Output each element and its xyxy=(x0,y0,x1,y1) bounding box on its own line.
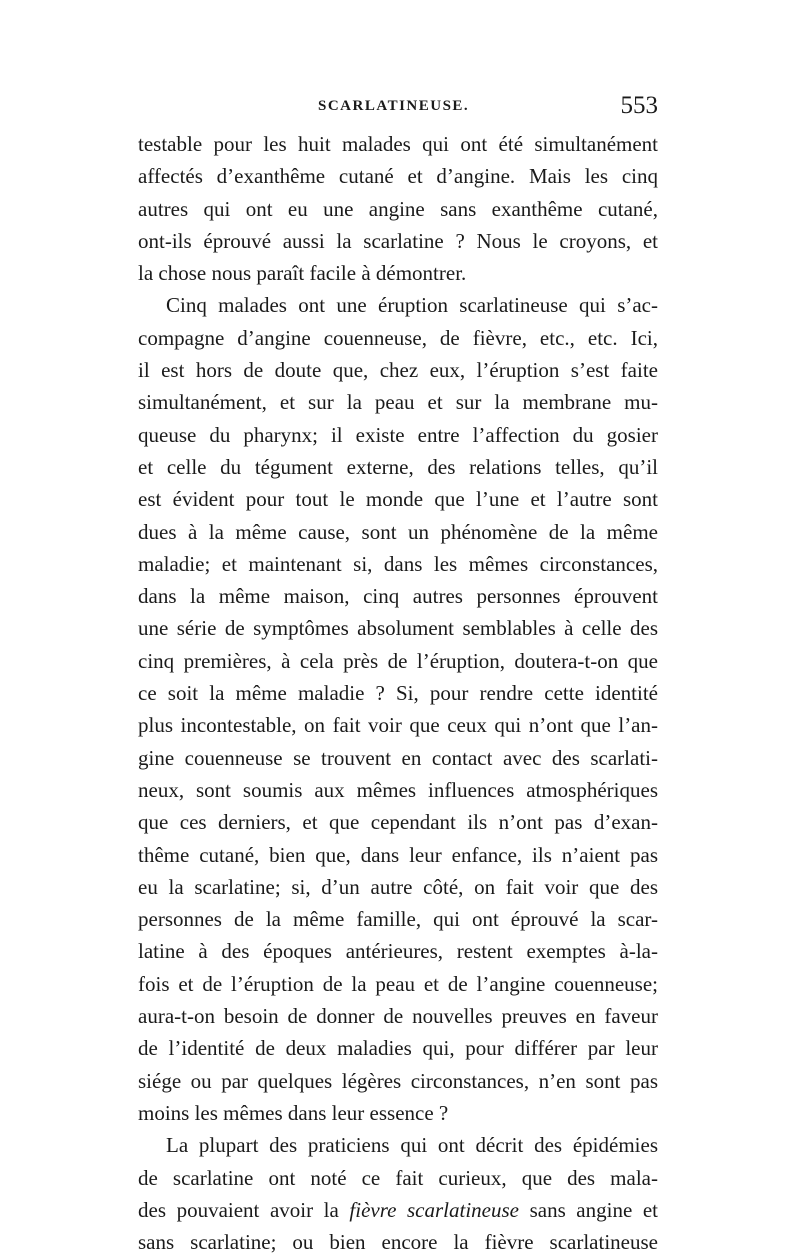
text-line: sans scarlatine; ou bien encore la fièvre scarlatineuse xyxy=(138,1230,658,1255)
text-line: moins les mêmes dans leur essence ? xyxy=(138,1100,449,1125)
text-line: cinq premières, à cela près de l’éruption, doutera-t-on que xyxy=(138,648,658,673)
text-run: des pouvaient avoir la xyxy=(138,1197,350,1222)
text-line: autres qui ont eu une angine sans exanthême cutané, xyxy=(138,196,658,221)
text-line: thême cutané, bien que, dans leur enfance, ils n’aient pas xyxy=(138,842,658,867)
text-line: neux, sont soumis aux mêmes influences atmosphériques xyxy=(138,777,658,802)
body-text xyxy=(138,128,658,1258)
text-line: maladie; et maintenant si, dans les mêmes circonstances, xyxy=(138,551,658,576)
text-line: de scarlatine ont noté ce fait curieux, que des mala- xyxy=(138,1165,658,1190)
text-line: ont-ils éprouvé aussi la scarlatine ? Nous le croyons, et xyxy=(138,228,658,253)
text-line: de l’identité de deux maladies qui, pour différer par leur xyxy=(138,1036,658,1061)
text-line: aura-t-on besoin de donner de nouvelles preuves en faveur xyxy=(138,1004,658,1029)
text-line: personnes de la même famille, qui ont éprouvé la scar- xyxy=(138,907,658,932)
text-run: sans angine et xyxy=(519,1197,659,1222)
text-line: dues à la même cause, sont un phénomène de la même xyxy=(138,519,658,544)
text-line: est évident pour tout le monde que l’une et l’autre sont xyxy=(138,487,658,512)
text-line: gine couenneuse se trouvent en contact avec des scarlati- xyxy=(138,745,658,770)
text-line-with-italic xyxy=(138,1194,658,1226)
text-line: dans la même maison, cinq autres personnes éprouvent xyxy=(138,584,658,609)
text-line: plus incontestable, on fait voir que ceux qui n’ont que l’an- xyxy=(138,713,658,738)
running-head xyxy=(138,92,658,128)
text-line: affectés d’exanthême cutané et d’angine. Mais les cinq xyxy=(138,164,658,189)
text-line: eu la scarlatine; si, d’un autre côté, on fait voir que des xyxy=(138,874,658,899)
text-line: et celle du tégument externe, des relations telles, qu’il xyxy=(138,454,658,479)
text-line: testable pour les huit malades qui ont été simultanément xyxy=(138,132,658,156)
paragraph-start-line: La plupart des praticiens qui ont décrit des épidémies xyxy=(166,1133,658,1158)
text-line: simultanément, et sur la peau et sur la membrane mu- xyxy=(138,390,658,415)
paragraph-start-line: Cinq malades ont une éruption scarlatineuse qui s’ac- xyxy=(166,293,658,318)
text-line: ce soit la même maladie ? Si, pour rendre cette identité xyxy=(138,681,658,706)
text-line: une série de symptômes absolument semblables à celle des xyxy=(138,616,658,641)
running-title: SCARLATINEUSE. xyxy=(318,98,470,114)
text-line: compagne d’angine couenneuse, de fièvre, etc., etc. Ici, xyxy=(138,325,658,350)
text-line: la chose nous paraît facile à démontrer. xyxy=(138,261,467,286)
italic-term: fièvre scarlatineuse xyxy=(349,1197,519,1222)
text-line: que ces derniers, et que cependant ils n’ont pas d’exan- xyxy=(138,810,658,835)
text-line: queuse du pharynx; il existe entre l’affection du gosier xyxy=(138,422,658,447)
text-line: latine à des époques antérieures, restent exemptes à-la- xyxy=(138,939,658,964)
page-number: 553 xyxy=(620,92,658,119)
text-line: il est hors de doute que, chez eux, l’éruption s’est faite xyxy=(138,358,658,383)
text-line: fois et de l’éruption de la peau et de l’angine couenneuse; xyxy=(138,971,658,996)
text-line: siége ou par quelques légères circonstances, n’en sont pas xyxy=(138,1068,658,1093)
